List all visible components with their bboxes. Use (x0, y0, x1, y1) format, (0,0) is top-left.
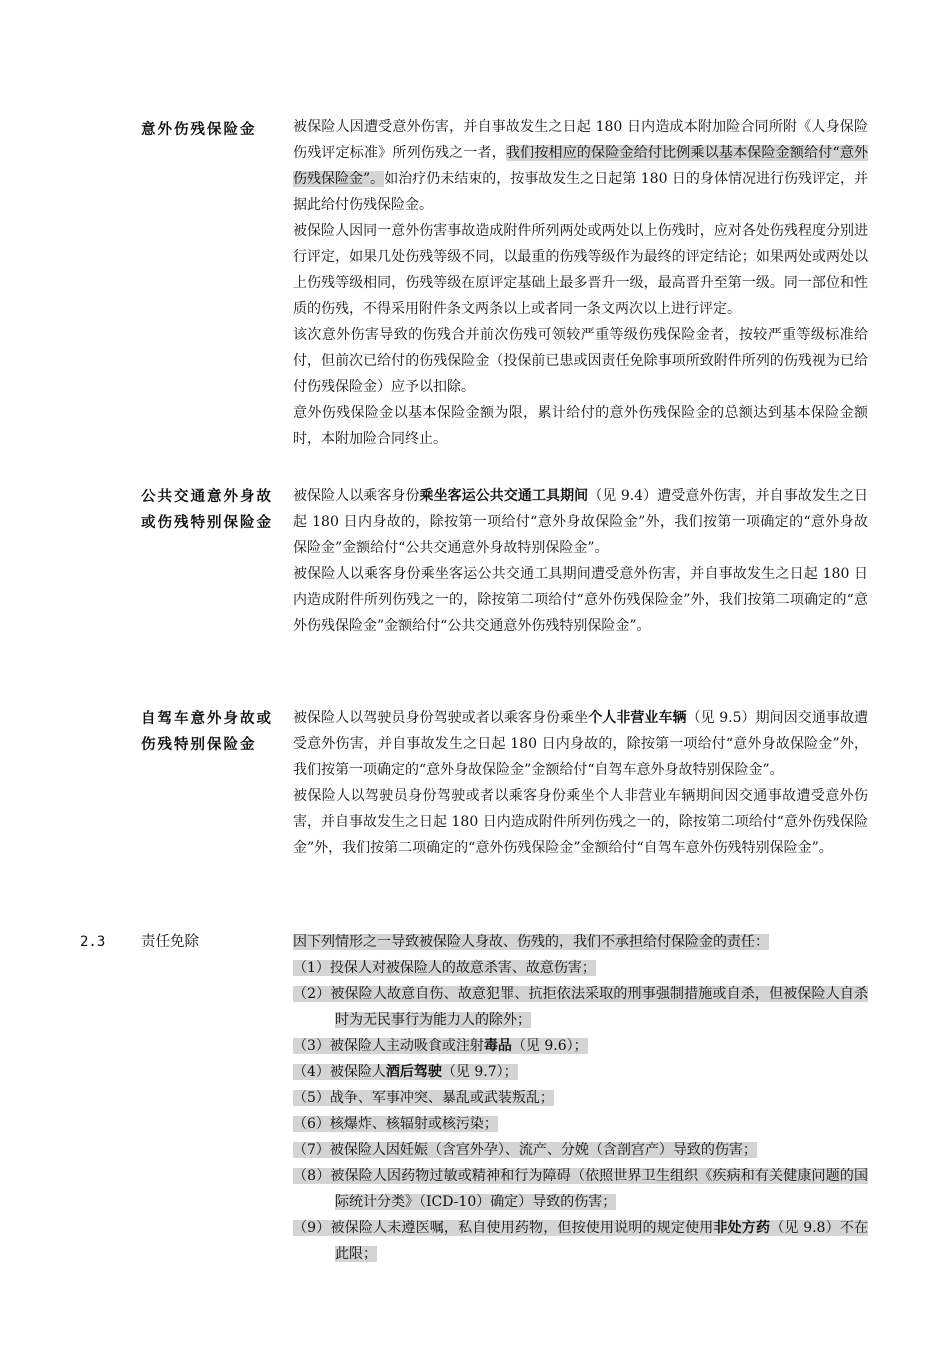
exclusion-item: （8）被保险人因药物过敏或精神和行为障碍（依照世界卫生组织《疾病和有关健康问题的国际统计分类》（ICD-10）确定）导致的伤害； (293, 1168, 868, 1210)
exclusion-item: （9）被保险人未遵医嘱，私自使用药物，但按使用说明的规定使用非处方药（见 9.8）不在此限； (293, 1220, 869, 1262)
paragraph: 被保险人因同一意外伤害事故造成附件所列两处或两处以上伤残时，应对各处伤残程度分别进行评定，如果几处伤残等级不同，以最重的伤残等级作为最终的评定结论；如果两处或两处以上伤残等级相同，伤残等级在原评定基础上最多晋升一级，最高晋升至第一级。同一部位和性质的伤残，不得采用附件条文两条以上或者同一条文两次以上进行评定。 (293, 223, 868, 317)
defined-term: 酒后驾驶 (385, 1064, 442, 1080)
exclusion-item: （6）核爆炸、核辐射或核污染； (293, 1116, 498, 1132)
section-body-disability (293, 114, 868, 452)
section-label-transit: 公共交通意外身故或伤残特别保险金 (141, 489, 273, 531)
paragraph: 被保险人以驾驶员身份驾驶或者以乘客身份乘坐个人非营业车辆期间因交通事故遭受意外伤害，并自事故发生之日起 180 日内造成附件所列伤残之一的，除按第二项给付“意外伤残保险金”外，我们按第二项确定的“意外伤残保险金”金额给付“自驾车意外伤残特别保险金”。 (293, 788, 868, 856)
defined-term: 乘坐客运公共交通工具期间 (419, 488, 589, 504)
exclusion-item: （1）投保人对被保险人的故意杀害、故意伤害； (293, 960, 596, 976)
exclusions-intro: 因下列情形之一导致被保险人身故、伤残的，我们不承担给付保险金的责任： (293, 934, 769, 950)
exclusion-item: （4）被保险人酒后驾驶（见 9.7）； (293, 1064, 518, 1080)
exclusion-item: （3）被保险人主动吸食或注射毒品（见 9.6）； (293, 1038, 588, 1054)
highlighted-text: 我们按相应的保险金给付比例乘以基本保险金额给付“意外伤残保险金”。 (293, 145, 869, 187)
section-body-exclusions (293, 929, 868, 1267)
exclusion-item: （5）战争、军事冲突、暴乱或武装叛乱； (293, 1090, 554, 1106)
paragraph: 该次意外伤害导致的伤残合并前次伤残可领较严重等级伤残保险金者，按较严重等级标准给付，但前次已给付的伤残保险金（投保前已患或因责任免除事项所致附件所列的伤残视为已给付伤残保险金）应予以扣除。 (293, 327, 868, 395)
section-label-exclusions: 责任免除 (141, 934, 199, 950)
paragraph: 被保险人以乘客身份乘坐客运公共交通工具期间（见 9.4）遭受意外伤害，并自事故发生之日起 180 日内身故的，除按第一项给付“意外身故保险金”外，我们按第一项确定的“意外身故保险金”金额给付“公共交通意外身故特别保险金”。 (293, 488, 869, 556)
section-body-transit (293, 483, 868, 639)
section-body-selfdrive (293, 705, 868, 861)
paragraph: 被保险人因遭受意外伤害，并自事故发生之日起 180 日内造成本附加险合同所附《人身保险伤残评定标准》所列伤残之一者，我们按相应的保险金给付比例乘以基本保险金额给付“意外伤残保险金”。如治疗仍未结束的，按事故发生之日起第 180 日的身体情况进行伤残评定，并据此给付伤残保险金。 (293, 119, 869, 213)
paragraph: 意外伤残保险金以基本保险金额为限，累计给付的意外伤残保险金的总额达到基本保险金额时，本附加险合同终止。 (293, 405, 868, 447)
defined-term: 非处方药 (713, 1220, 771, 1236)
exclusion-item: （2）被保险人故意自伤、故意犯罪、抗拒依法采取的刑事强制措施或自杀，但被保险人自杀时为无民事行为能力人的除外； (293, 986, 868, 1028)
defined-term: 个人非营业车辆 (588, 710, 687, 726)
exclusion-item: （7）被保险人因妊娠（含宫外孕）、流产、分娩（含剖宫产）导致的伤害； (293, 1142, 757, 1158)
paragraph: 被保险人以乘客身份乘坐客运公共交通工具期间遭受意外伤害，并自事故发生之日起 180 日内造成附件所列伤残之一的，除按第二项给付“意外伤残保险金”外，我们按第二项确定的“意外伤残保险金”金额给付“公共交通意外伤残特别保险金”。 (293, 566, 868, 634)
defined-term: 毒品 (483, 1038, 512, 1054)
paragraph: 被保险人以驾驶员身份驾驶或者以乘客身份乘坐个人非营业车辆（见 9.5）期间因交通事故遭受意外伤害，并自事故发生之日起 180 日内身故的，除按第一项给付“意外身故保险金”外，我们按第一项确定的“意外身故保险金”金额给付“自驾车意外身故特别保险金”。 (293, 710, 869, 778)
section-label-selfdrive: 自驾车意外身故或伤残特别保险金 (141, 711, 273, 753)
section-label-disability: 意外伤残保险金 (141, 122, 257, 138)
section-number: 2.3 (80, 934, 106, 950)
